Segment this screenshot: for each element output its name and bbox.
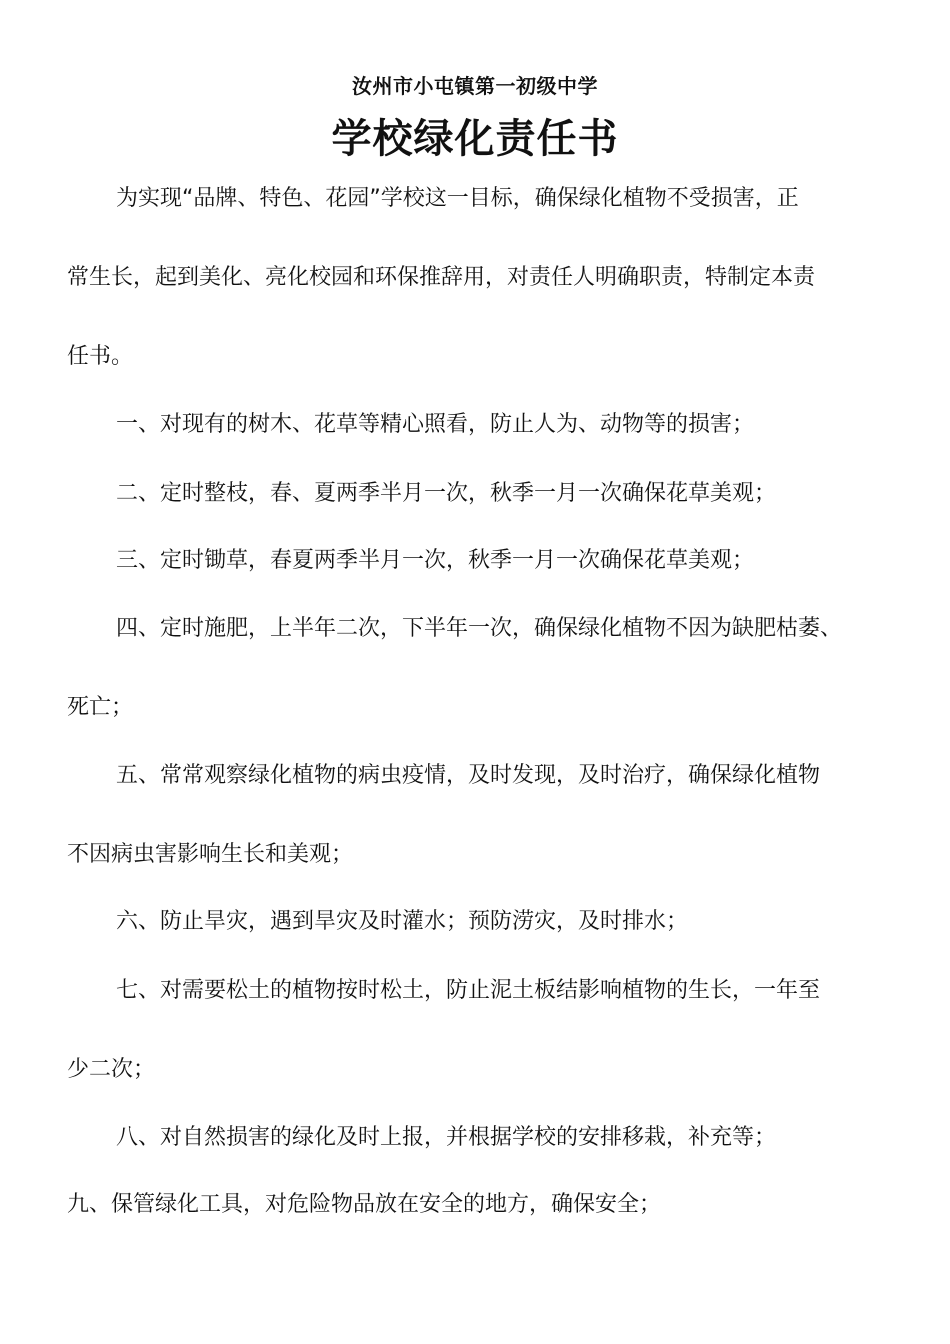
school-name: 汝州市小屯镇第一初级中学 (352, 74, 598, 98)
intro-line-1: 为实现“品牌、特色、花园”学校这一目标，确保绿化植物不受损害，正 (116, 186, 799, 211)
item-8: 八、对自然损害的绿化及时上报，并根据学校的安排移栽，补充等； (116, 1125, 777, 1150)
item-7-line-1: 七、对需要松土的植物按时松土，防止泥土板结影响植物的生长，一年至 (116, 978, 821, 1003)
item-5-line-1: 五、常常观察绿化植物的病虫疫情，及时发现，及时治疗，确保绿化植物 (116, 763, 821, 788)
item-4-line-2: 死亡； (67, 695, 134, 720)
item-1: 一、对现有的树木、花草等精心照看，防止人为、动物等的损害； (116, 412, 755, 437)
item-6: 六、防止旱灾，遇到旱灾及时灌水；预防涝灾，及时排水； (116, 909, 689, 934)
item-4-line-1: 四、定时施肥，上半年二次，下半年一次，确保绿化植物不因为缺肥枯萎、 (116, 616, 843, 641)
item-3: 三、定时锄草，春夏两季半月一次，秋季一月一次确保花草美观； (116, 548, 755, 573)
item-7-line-2: 少二次； (67, 1057, 156, 1082)
intro-line-3: 任书。 (67, 344, 134, 369)
item-2: 二、定时整枝，春、夏两季半月一次，秋季一月一次确保花草美观； (116, 481, 777, 506)
item-5-line-2: 不因病虫害影响生长和美观； (67, 842, 354, 867)
intro-line-2: 常生长，起到美化、亮化校园和环保推辞用，对责任人明确职责，特制定本责 (67, 265, 816, 290)
page-title: 学校绿化责任书 (331, 116, 619, 162)
item-9: 九、保管绿化工具，对危险物品放在安全的地方，确保安全； (67, 1192, 662, 1217)
